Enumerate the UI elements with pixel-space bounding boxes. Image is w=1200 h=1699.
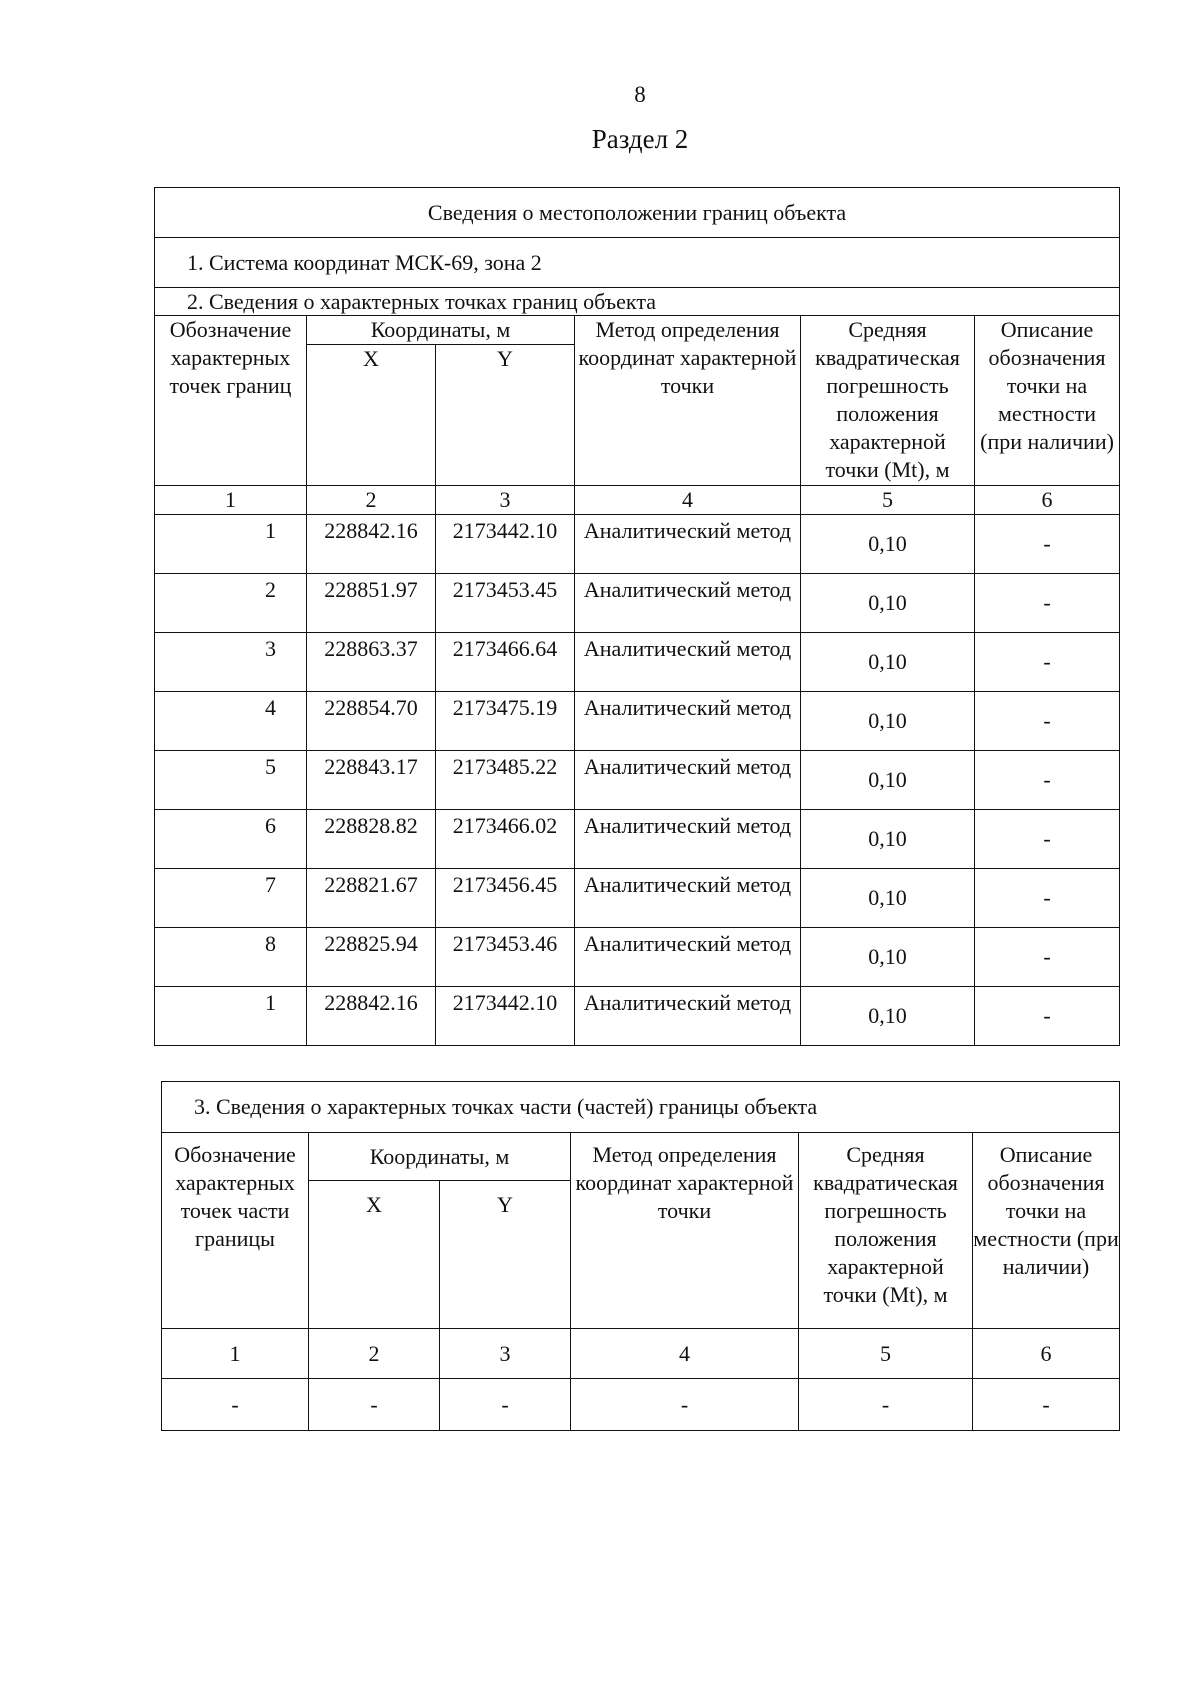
coordinate-system: 1. Система координат МСК-69, зона 2 (155, 238, 1120, 288)
method: Аналитический метод (575, 692, 801, 751)
method: - (571, 1379, 799, 1431)
description: - (973, 1379, 1120, 1431)
column-number: 2 (307, 486, 436, 515)
error-value: 0,10 (801, 574, 975, 633)
table-row (155, 869, 1120, 928)
x-coordinate: 228863.37 (307, 633, 436, 692)
column-number: 3 (436, 486, 575, 515)
header-y: Y (436, 345, 575, 486)
description: - (975, 633, 1120, 692)
method: Аналитический метод (575, 810, 801, 869)
table-row (162, 1379, 1120, 1431)
method: Аналитический метод (575, 987, 801, 1046)
error-value: 0,10 (801, 810, 975, 869)
x-coordinate: 228854.70 (307, 692, 436, 751)
column-numbers-row (155, 486, 1120, 515)
header-y: Y (440, 1181, 571, 1329)
point-number: 1 (155, 987, 307, 1046)
point-number: 2 (155, 574, 307, 633)
y-coordinate: 2173442.10 (436, 987, 575, 1046)
error-value: 0,10 (801, 928, 975, 987)
y-coordinate: 2173475.19 (436, 692, 575, 751)
error-value: 0,10 (801, 987, 975, 1046)
table-row (155, 751, 1120, 810)
header-description: Описание обозначения точки на местности (при наличии) (975, 316, 1120, 486)
column-numbers-row (162, 1329, 1120, 1379)
table2-title: 3. Сведения о характерных точках части (частей) границы объекта (162, 1082, 1120, 1133)
error-value: 0,10 (801, 633, 975, 692)
x-coordinate: 228851.97 (307, 574, 436, 633)
method: Аналитический метод (575, 574, 801, 633)
header-method: Метод определения координат характерной точки (571, 1133, 799, 1329)
y-coordinate: 2173456.45 (436, 869, 575, 928)
column-number: 3 (440, 1329, 571, 1379)
boundary-points-table (154, 187, 1120, 1046)
point-number: 3 (155, 633, 307, 692)
y-coordinate: 2173466.02 (436, 810, 575, 869)
point-number: 4 (155, 692, 307, 751)
table-row (155, 928, 1120, 987)
column-number: 4 (571, 1329, 799, 1379)
column-number: 4 (575, 486, 801, 515)
column-number: 5 (801, 486, 975, 515)
header-designation: Обозначение характерных точек части границы (162, 1133, 309, 1329)
x-coordinate: 228842.16 (307, 515, 436, 574)
y-coordinate: 2173466.64 (436, 633, 575, 692)
point-number: 5 (155, 751, 307, 810)
header-designation: Обозначение характерных точек границ (155, 316, 307, 486)
table1-title: Сведения о местоположении границ объекта (155, 188, 1120, 238)
y-coordinate: 2173453.45 (436, 574, 575, 633)
point-number: 7 (155, 869, 307, 928)
table-row (155, 574, 1120, 633)
x-coordinate: 228828.82 (307, 810, 436, 869)
x-coordinate: - (309, 1379, 440, 1431)
point-number: 6 (155, 810, 307, 869)
error-value: 0,10 (801, 692, 975, 751)
x-coordinate: 228843.17 (307, 751, 436, 810)
column-number: 2 (309, 1329, 440, 1379)
description: - (975, 869, 1120, 928)
x-coordinate: 228825.94 (307, 928, 436, 987)
header-coordinates: Координаты, м (309, 1133, 571, 1181)
table-row (155, 987, 1120, 1046)
column-number: 1 (155, 486, 307, 515)
method: Аналитический метод (575, 928, 801, 987)
point-number: 8 (155, 928, 307, 987)
error-value: 0,10 (801, 515, 975, 574)
description: - (975, 987, 1120, 1046)
y-coordinate: 2173485.22 (436, 751, 575, 810)
header-error: Средняя квадратическая погрешность положения характерной точки (Mt), м (799, 1133, 973, 1329)
description: - (975, 692, 1120, 751)
column-number: 6 (975, 486, 1120, 515)
error-value: 0,10 (801, 869, 975, 928)
description: - (975, 810, 1120, 869)
error-value: 0,10 (801, 751, 975, 810)
method: Аналитический метод (575, 515, 801, 574)
x-coordinate: 228821.67 (307, 869, 436, 928)
description: - (975, 574, 1120, 633)
description: - (975, 515, 1120, 574)
points-section-title: 2. Сведения о характерных точках границ объекта (155, 288, 1120, 316)
description: - (975, 751, 1120, 810)
column-number: 5 (799, 1329, 973, 1379)
header-description: Описание обозначения точки на местности (при наличии) (973, 1133, 1120, 1329)
header-coordinates: Координаты, м (307, 316, 575, 345)
section-title: Раздел 2 (591, 124, 689, 154)
header-method: Метод определения координат характерной точки (575, 316, 801, 486)
column-number: 6 (973, 1329, 1120, 1379)
table-row (155, 692, 1120, 751)
header-x: X (309, 1181, 440, 1329)
description: - (975, 928, 1120, 987)
point-number: - (162, 1379, 309, 1431)
y-coordinate: - (440, 1379, 571, 1431)
header-x: X (307, 345, 436, 486)
method: Аналитический метод (575, 869, 801, 928)
column-number: 1 (162, 1329, 309, 1379)
method: Аналитический метод (575, 751, 801, 810)
part-boundary-points-table (161, 1081, 1120, 1431)
point-number: 1 (155, 515, 307, 574)
header-error: Средняя квадратическая погрешность положения характерной точки (Mt), м (801, 316, 975, 486)
table-row (155, 810, 1120, 869)
y-coordinate: 2173453.46 (436, 928, 575, 987)
page-number: 8 (634, 82, 646, 107)
table-row (155, 515, 1120, 574)
method: Аналитический метод (575, 633, 801, 692)
x-coordinate: 228842.16 (307, 987, 436, 1046)
error-value: - (799, 1379, 973, 1431)
table-row (155, 633, 1120, 692)
y-coordinate: 2173442.10 (436, 515, 575, 574)
